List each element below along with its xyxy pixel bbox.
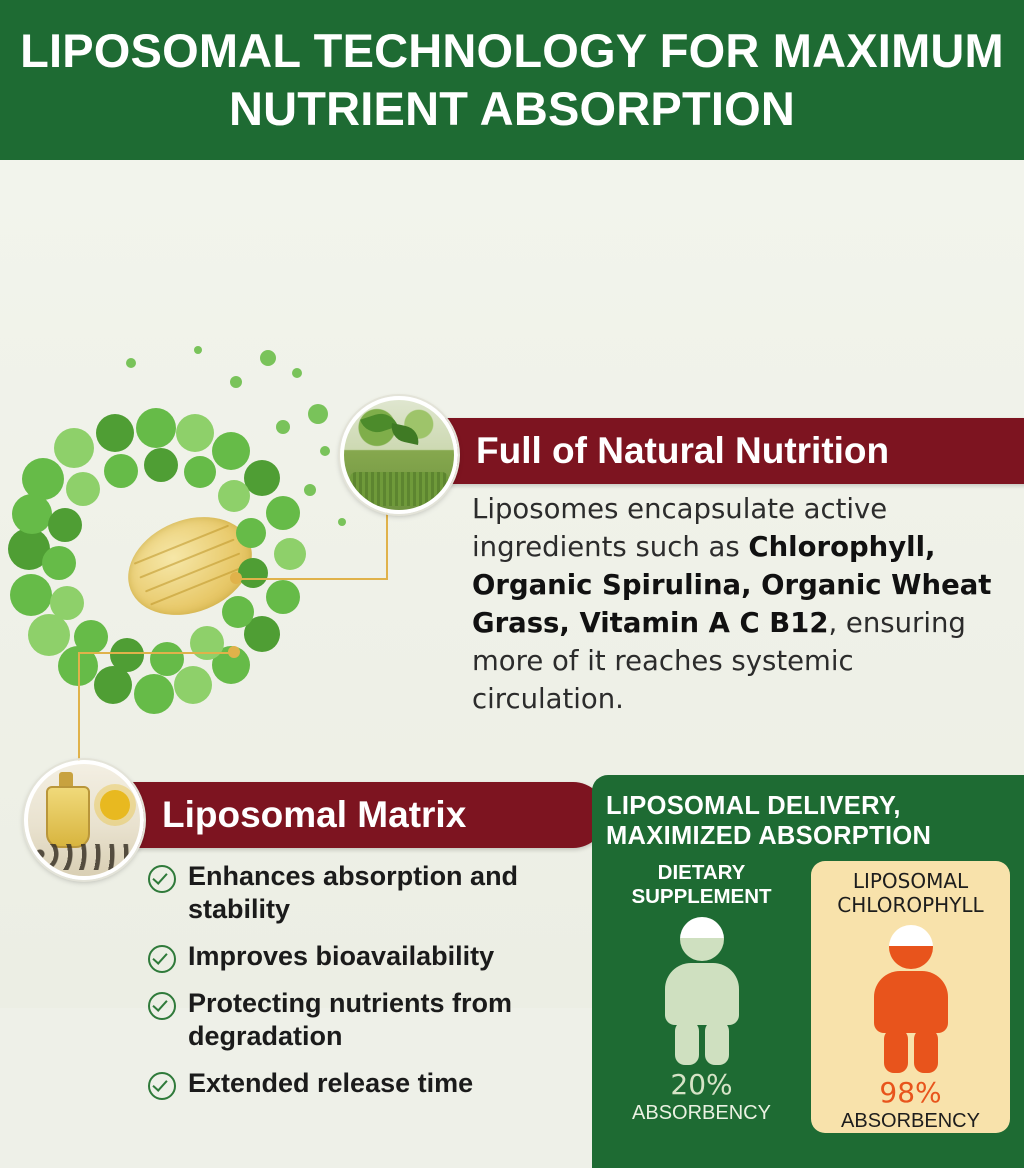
check-circle-icon: [148, 865, 176, 893]
comparison-column-liposomal-chlorophyll: [811, 861, 1010, 1133]
absorption-comparison-panel: [592, 775, 1024, 1168]
column-caption: DIETARY SUPPLEMENT: [631, 861, 772, 908]
check-circle-icon: [148, 992, 176, 1020]
matrix-bullet-list: [148, 860, 578, 1114]
infographic-canvas: [0, 160, 1024, 1132]
liposomal-matrix-photo-icon: [24, 760, 144, 880]
column-caption: LIPOSOMAL CHLOROPHYLL: [837, 869, 984, 917]
bullet-label: Extended release time: [188, 1068, 474, 1098]
connector-line-nutrition: [236, 578, 386, 580]
paragraph-suffix: , ensuring more of it reaches systemic circulation.: [472, 607, 966, 715]
list-item: [148, 987, 578, 1053]
panel-title: LIPOSOMAL DELIVERY, MAXIMIZED ABSORPTION: [606, 792, 932, 850]
check-circle-icon: [148, 945, 176, 973]
connector-dot-matrix: [228, 646, 240, 658]
page-title: LIPOSOMAL TECHNOLOGY FOR MAXIMUM NUTRIENT ABSORPTION: [20, 24, 1004, 135]
comparison-column-dietary-supplement: [606, 861, 797, 1133]
check-circle-icon: [148, 1072, 176, 1100]
matrix-ribbon-label: Liposomal Matrix: [162, 794, 467, 835]
connector-line-matrix: [78, 652, 234, 654]
list-item: [148, 940, 578, 973]
header-banner: [0, 0, 1024, 160]
absorbency-label: ABSORBENCY: [841, 1110, 980, 1132]
nutrition-ribbon: [396, 418, 1024, 484]
paragraph-ingredients: Chlorophyll, Organic Spirulina, Organic Wheat Grass, Vitamin A C B12: [472, 531, 992, 639]
human-figure-icon-pale: [606, 917, 797, 1067]
connector-line-nutrition-vertical: [386, 508, 388, 580]
absorbency-label: ABSORBENCY: [632, 1102, 771, 1124]
connector-dot-nutrition: [230, 572, 242, 584]
nutrition-ribbon-label: Full of Natural Nutrition: [476, 430, 890, 471]
paragraph-prefix: Liposomes encapsulate active ingredients such as: [472, 493, 888, 563]
bullet-label: Improves bioavailability: [188, 941, 495, 971]
bullet-label: Protecting nutrients from degradation: [188, 988, 513, 1051]
bullet-label: Enhances absorption and stability: [188, 861, 519, 924]
list-item: [148, 1067, 578, 1100]
natural-nutrition-photo-icon: [340, 396, 458, 514]
percent-value: 98%: [879, 1076, 942, 1109]
human-figure-icon-orange: [815, 925, 1006, 1075]
percent-value: 20%: [670, 1068, 733, 1101]
nutrition-paragraph: [472, 490, 1012, 718]
list-item: [148, 860, 578, 926]
liposome-illustration: [8, 398, 338, 748]
matrix-ribbon: [82, 782, 606, 848]
connector-line-matrix-vertical: [78, 652, 80, 772]
